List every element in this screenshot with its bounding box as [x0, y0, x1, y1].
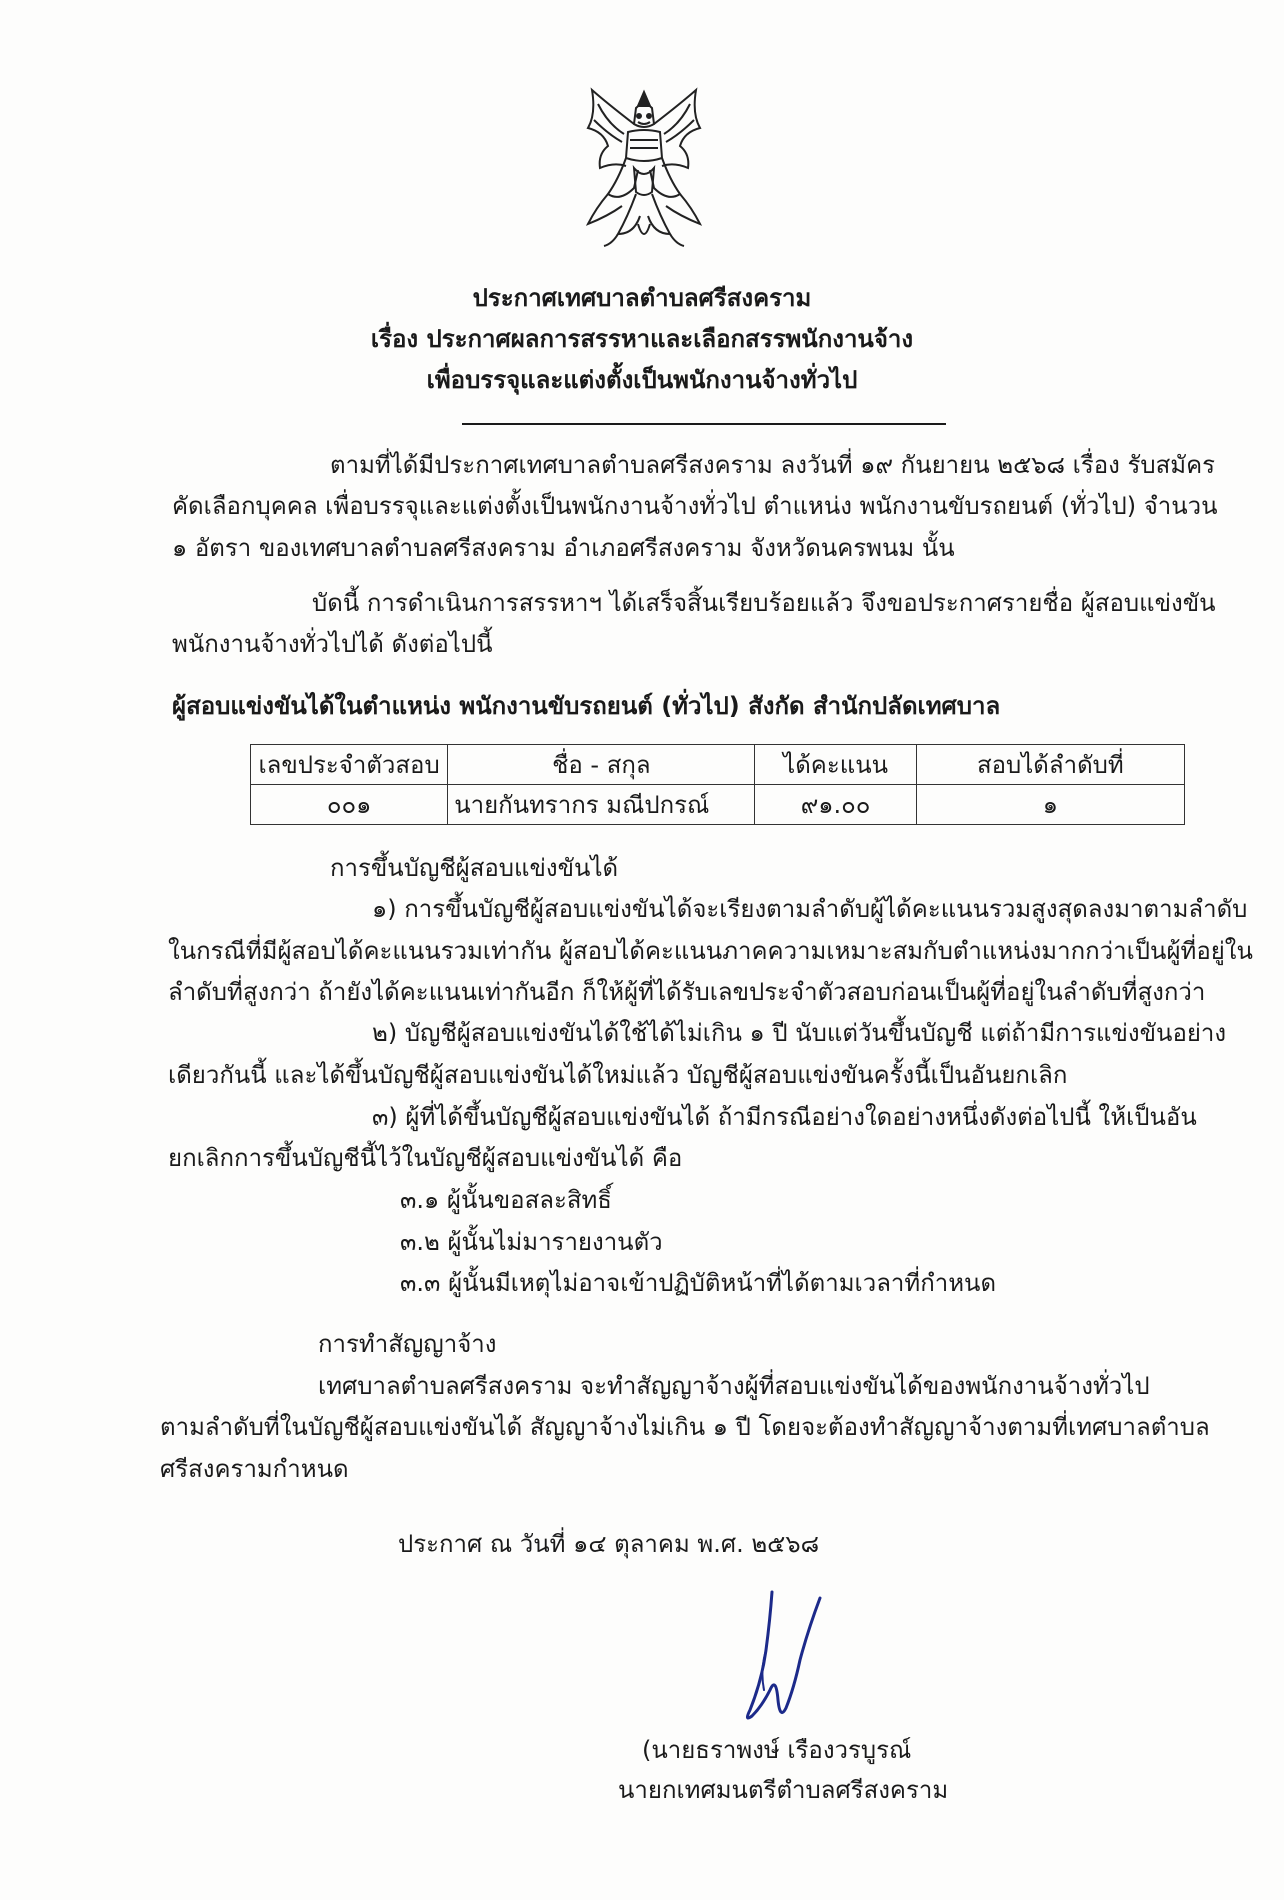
announcement-subject-line2: เพื่อบรรจุและแต่งตั้งเป็นพนักงานจ้างทั่วไป: [426, 366, 858, 394]
signature-icon: [730, 1580, 840, 1730]
table-row: [251, 785, 1185, 825]
column-header: ได้คะแนน: [755, 745, 916, 785]
intro-paragraph-line: บัดนี้ การดำเนินการสรรหาฯ ได้เสร็จสิ้นเรียบร้อยแล้ว จึงขอประกาศรายชื่อ ผู้สอบแข่งขัน: [312, 589, 1216, 617]
listing-heading: การขึ้นบัญชีผู้สอบแข่งขันได้: [330, 854, 619, 882]
result-heading: ผู้สอบแข่งขันได้ในตำแหน่ง พนักงานขับรถยนต์ (ทั่วไป) สังกัด สำนักปลัดเทศบาล: [172, 692, 1001, 720]
listing-subitem: ๓.๒ ผู้นั้นไม่มารายงานตัว: [400, 1228, 663, 1256]
announcement-title: ประกาศเทศบาลตำบลศรีสงคราม: [472, 284, 812, 312]
table-cell: ๙๑.๐๐: [755, 785, 916, 825]
title-divider: [462, 423, 946, 425]
listing-subitem: ๓.๓ ผู้นั้นมีเหตุไม่อาจเข้าปฏิบัติหน้าที่ได้ตามเวลาที่กำหนด: [400, 1269, 997, 1297]
column-header: เลขประจำตัวสอบ: [251, 745, 448, 785]
contract-heading: การทำสัญญาจ้าง: [318, 1330, 497, 1358]
listing-item-line: ในกรณีที่มีผู้สอบได้คะแนนรวมเท่ากัน ผู้สอบได้คะแนนภาคความเหมาะสมกับตำแหน่งมากกว่าเป็นผู้ที่อยู่ใน: [168, 937, 1253, 965]
listing-item-line: เดียวกันนี้ และได้ขึ้นบัญชีผู้สอบแข่งขันได้ใหม่แล้ว บัญชีผู้สอบแข่งขันครั้งนี้เป็นอันยกเลิก: [168, 1061, 1068, 1089]
listing-item-line: ๑) การขึ้นบัญชีผู้สอบแข่งขันได้จะเรียงตามลำดับผู้ได้คะแนนรวมสูงสุดลงมาตามลำดับ: [372, 895, 1248, 923]
listing-item-line: ลำดับที่สูงกว่า ถ้ายังได้คะแนนเท่ากันอีก ก็ให้ผู้ที่ได้รับเลขประจำตัวสอบก่อนเป็นผู้ที่อยู่ในลำดับที่สูงกว่า: [168, 978, 1206, 1006]
intro-paragraph-line: ตามที่ได้มีประกาศเทศบาลตำบลศรีสงคราม ลงวันที่ ๑๙ กันยายน ๒๕๖๘ เรื่อง รับสมัคร: [330, 451, 1216, 479]
listing-item-line: ยกเลิกการขึ้นบัญชีนี้ไว้ในบัญชีผู้สอบแข่งขันได้ คือ: [168, 1144, 683, 1172]
table-header-row: [251, 745, 1185, 785]
contract-paragraph-line: เทศบาลตำบลศรีสงคราม จะทำสัญญาจ้างผู้ที่สอบแข่งขันได้ของพนักงานจ้างทั่วไป: [318, 1372, 1150, 1400]
contract-paragraph-line: ตามลำดับที่ในบัญชีผู้สอบแข่งขันได้ สัญญาจ้างไม่เกิน ๑ ปี โดยจะต้องทำสัญญาจ้างตามที่เทศบาลตำบล: [160, 1413, 1210, 1441]
table-cell: นายกันทรากร มณีปกรณ์: [448, 785, 755, 825]
listing-item-line: ๓) ผู้ที่ได้ขึ้นบัญชีผู้สอบแข่งขันได้ ถ้ามีกรณีอย่างใดอย่างหนึ่งดังต่อไปนี้ ให้เป็นอัน: [372, 1103, 1197, 1131]
announcement-subject: เรื่อง ประกาศผลการสรรหาและเลือกสรรพนักงานจ้าง: [370, 325, 914, 353]
table-cell: ๑: [916, 785, 1184, 825]
table-cell: ๐๐๑: [251, 785, 448, 825]
intro-paragraph-line: พนักงานจ้างทั่วไปได้ ดังต่อไปนี้: [172, 630, 493, 658]
contract-paragraph-line: ศรีสงครามกำหนด: [160, 1455, 349, 1483]
signatory-name: (นายธราพงษ์ เรืองวรบูรณ์: [642, 1736, 912, 1764]
results-table: [250, 744, 1185, 825]
signatory-position: นายกเทศมนตรีตำบลศรีสงคราม: [618, 1776, 949, 1804]
listing-item-line: ๒) บัญชีผู้สอบแข่งขันได้ใช้ได้ไม่เกิน ๑ ปี นับแต่วันขึ้นบัญชี แต่ถ้ามีการแข่งขันอย่าง: [372, 1019, 1227, 1047]
announcement-date: ประกาศ ณ วันที่ ๑๔ ตุลาคม พ.ศ. ๒๕๖๘: [398, 1530, 820, 1558]
intro-paragraph-line: ๑ อัตรา ของเทศบาลตำบลศรีสงคราม อำเภอศรีสงคราม จังหวัดนครพนม นั้น: [172, 534, 955, 562]
column-header: ชื่อ - สกุล: [448, 745, 755, 785]
intro-paragraph-line: คัดเลือกบุคคล เพื่อบรรจุและแต่งตั้งเป็นพนักงานจ้างทั่วไป ตำแหน่ง พนักงานขับรถยนต์ (ทั่วไป) จำนวน: [172, 492, 1218, 520]
listing-subitem: ๓.๑ ผู้นั้นขอสละสิทธิ์: [400, 1186, 612, 1214]
column-header: สอบได้ลำดับที่: [916, 745, 1184, 785]
garuda-emblem-icon: [578, 84, 710, 254]
